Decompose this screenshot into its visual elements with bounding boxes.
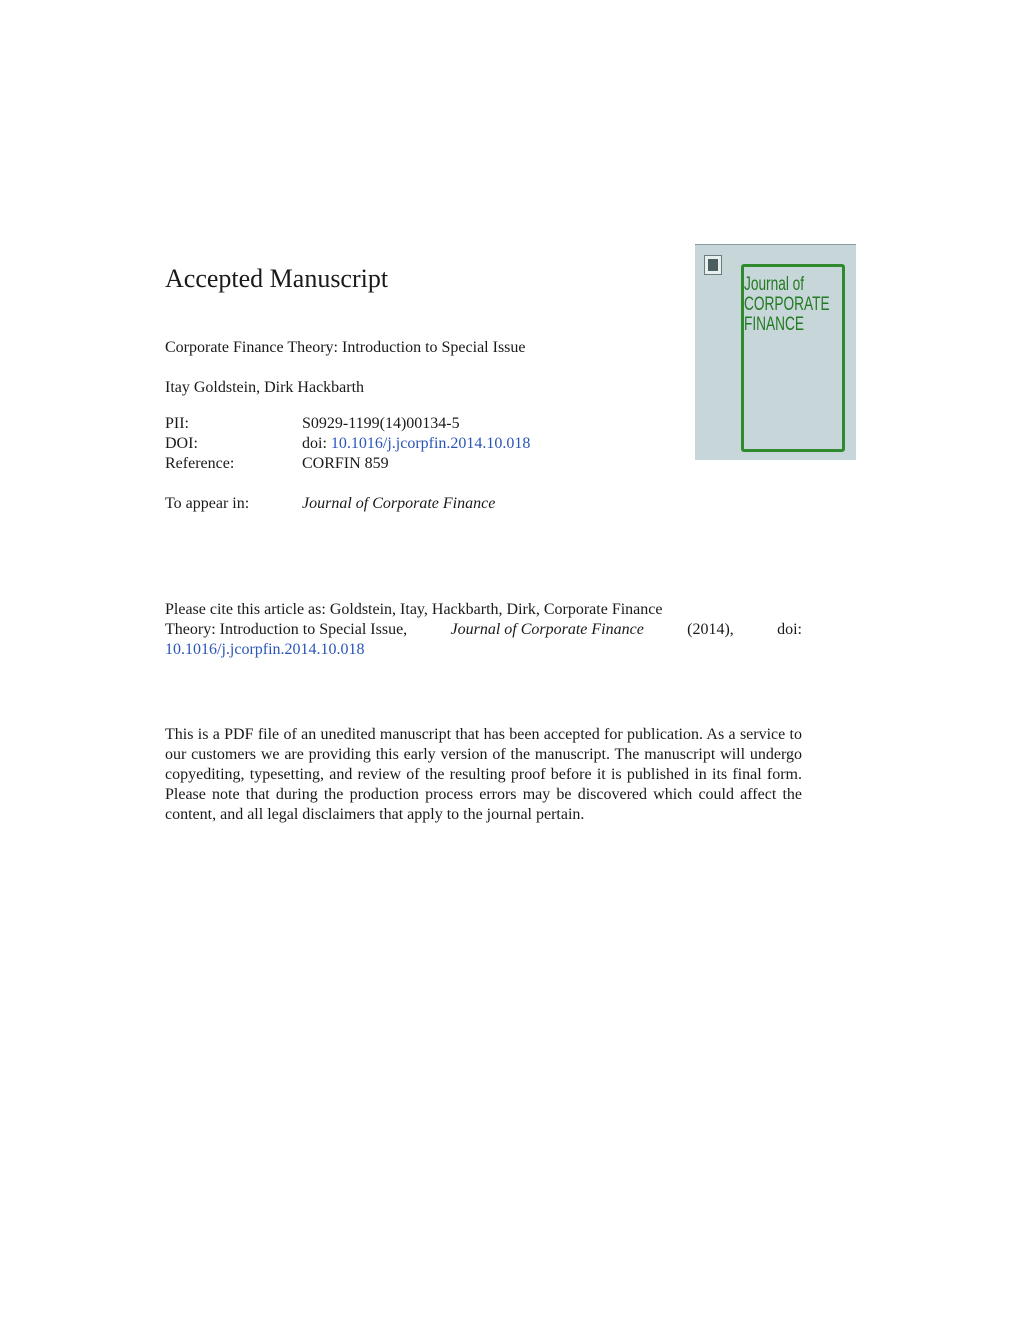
publisher-logo-icon (704, 255, 722, 275)
citation-line-3 (165, 640, 802, 660)
notice-paragraph: This is a PDF file of an unedited manuscript that has been accepted for publication. As a service to our customers we are providing this early version of the manuscript. The manuscript will undergo copyediting, typesetting, and review of the resulting proof before it is published in its final form. Please note that during the production process errors may be discovered which could affect the content, and all legal disclaimers that apply to the journal pertain. (165, 726, 802, 823)
journal-cover (695, 244, 856, 460)
cover-title-line-2: CORPORATE (744, 294, 830, 315)
page-heading: Accepted Manuscript (165, 264, 389, 293)
cover-title (744, 274, 830, 335)
pii-label: PII: (165, 415, 189, 432)
doi-value (302, 434, 530, 454)
cover-title-line-1: Journal of (744, 274, 805, 295)
pii-value: S0929-1199(14)00134-5 (302, 415, 460, 432)
citation-line-2 (165, 620, 802, 640)
appear-value: Journal of Corporate Finance (302, 495, 496, 512)
doi-prefix: doi: (302, 435, 327, 452)
reference-label: Reference: (165, 455, 235, 472)
article-title: Corporate Finance Theory: Introduction to Special Issue (165, 339, 526, 356)
reference-value: CORFIN 859 (302, 455, 389, 472)
cover-title-line-3: FINANCE (744, 314, 805, 335)
citation-doi-label: doi: (777, 621, 802, 638)
doi-link[interactable]: 10.1016/j.jcorpfin.2014.10.018 (330, 435, 531, 452)
citation-title-part: Theory: Introduction to Special Issue, (165, 621, 408, 638)
citation-line-1: Please cite this article as: Goldstein, Itay, Hackbarth, Dirk, Corporate Finance (165, 601, 663, 618)
citation-doi-link[interactable]: 10.1016/j.jcorpfin.2014.10.018 (165, 641, 365, 658)
authors: Itay Goldstein, Dirk Hackbarth (165, 379, 365, 396)
citation-paragraph (165, 600, 802, 660)
doi-label: DOI: (165, 435, 198, 452)
citation-journal: Journal of Corporate Finance (450, 621, 644, 638)
citation-year: (2014), (687, 621, 734, 638)
appear-label: To appear in: (165, 495, 250, 512)
